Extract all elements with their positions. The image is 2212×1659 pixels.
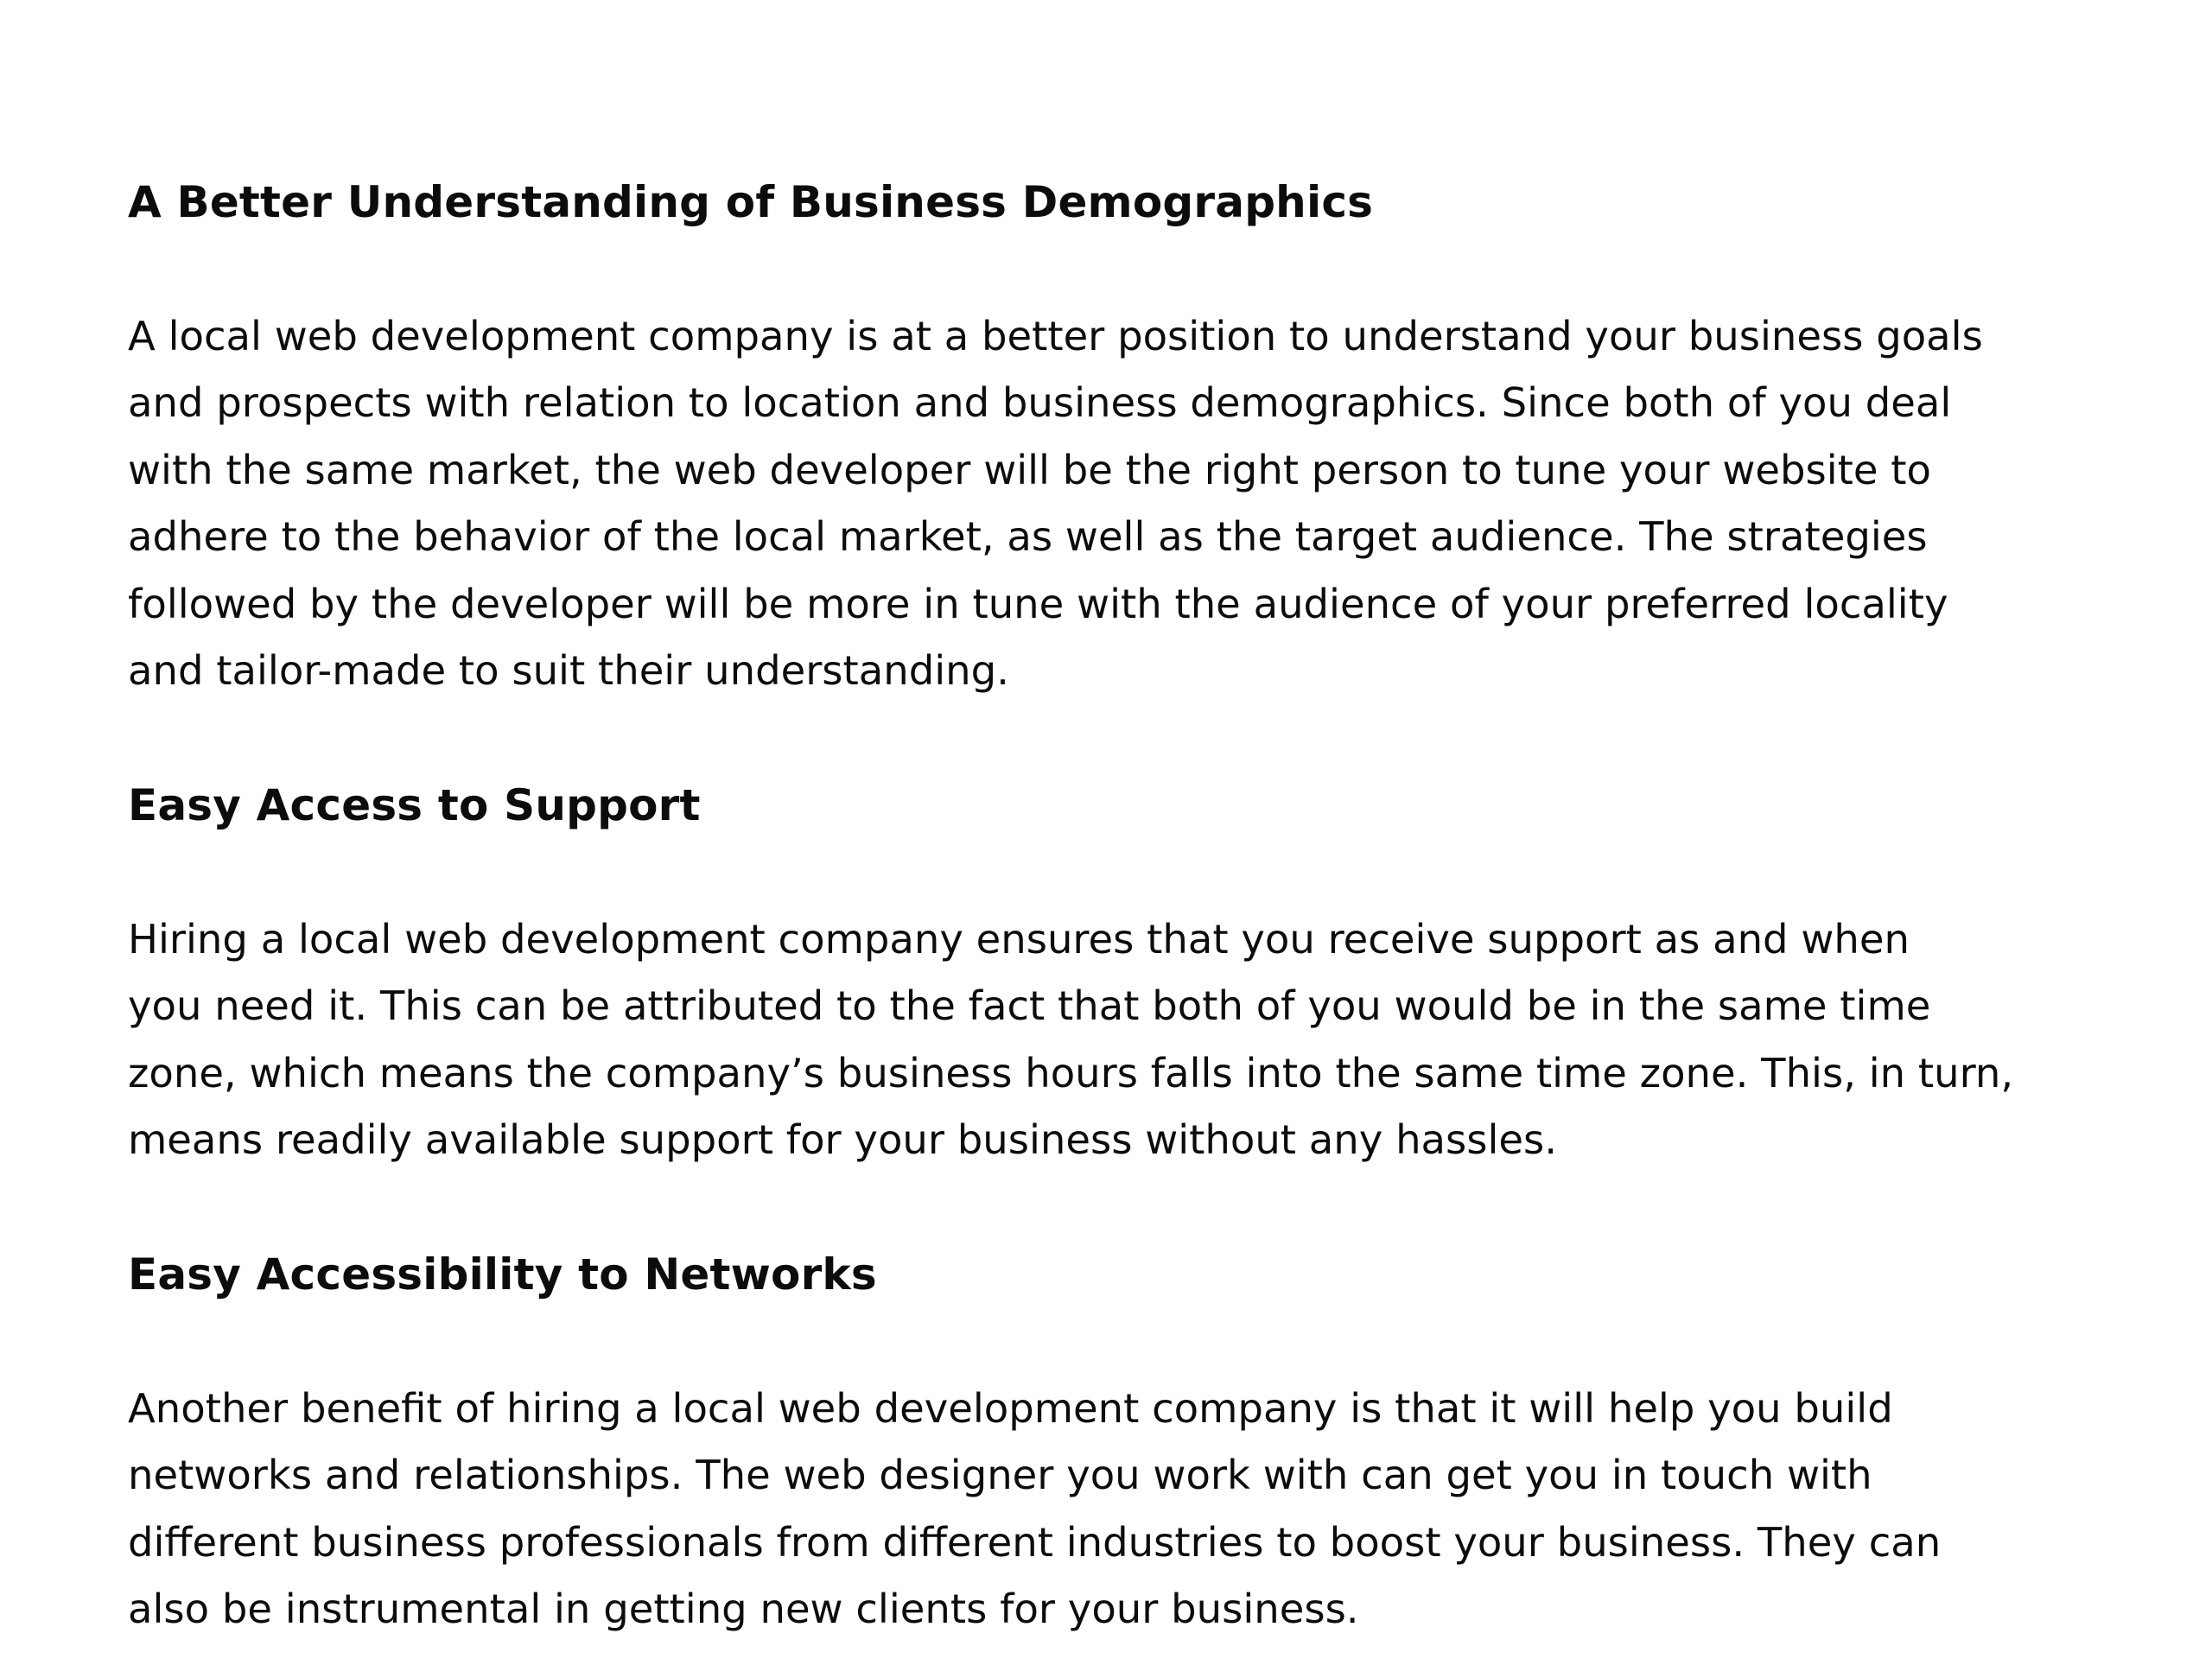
section-paragraph <box>128 303 2184 705</box>
spacer <box>128 1174 2184 1242</box>
paragraph-line: and tailor-made to suit their understanding. <box>128 647 1009 694</box>
section-paragraph <box>128 906 2184 1174</box>
section-networks-access <box>128 1241 2184 1643</box>
paragraph-line: followed by the developer will be more in tune with the audience of your preferred locality <box>128 580 1948 627</box>
section-support-access <box>128 772 2184 1241</box>
paragraph-line: with the same market, the web developer will be the right person to tune your website to <box>128 446 1931 493</box>
paragraph-line: A local web development company is at a better position to understand your business goals <box>128 312 1983 359</box>
paragraph-line: means readily available support for your business without any hassles. <box>128 1116 1558 1163</box>
paragraph-line: adhere to the behavior of the local market, as well as the target audience. The strategies <box>128 513 1928 560</box>
spacer <box>128 705 2184 772</box>
spacer <box>128 236 2184 303</box>
section-heading: Easy Accessibility to Networks <box>128 1249 877 1300</box>
paragraph-line: networks and relationships. The web designer you work with can get you in touch with <box>128 1452 1872 1498</box>
document-page <box>128 168 2184 1643</box>
section-paragraph <box>128 1376 2184 1643</box>
section-heading: A Better Understanding of Business Demographics <box>128 177 1374 227</box>
paragraph-line: also be instrumental in getting new clients for your business. <box>128 1586 1359 1632</box>
paragraph-line: Hiring a local web development company ensures that you receive support as and when <box>128 915 1910 963</box>
paragraph-line: you need it. This can be attributed to the fact that both of you would be in the same time <box>128 982 1931 1029</box>
paragraph-line: Another benefit of hiring a local web development company is that it will help you build <box>128 1384 1893 1432</box>
spacer <box>128 1308 2184 1376</box>
paragraph-line: different business professionals from different industries to boost your business. They can <box>128 1518 1942 1566</box>
paragraph-line: and prospects with relation to location and business demographics. Since both of you deal <box>128 379 1952 426</box>
paragraph-line: zone, which means the company’s business hours falls into the same time zone. This, in turn, <box>128 1049 2014 1096</box>
section-heading: Easy Access to Support <box>128 780 701 830</box>
spacer <box>128 839 2184 906</box>
section-business-demographics <box>128 168 2184 772</box>
